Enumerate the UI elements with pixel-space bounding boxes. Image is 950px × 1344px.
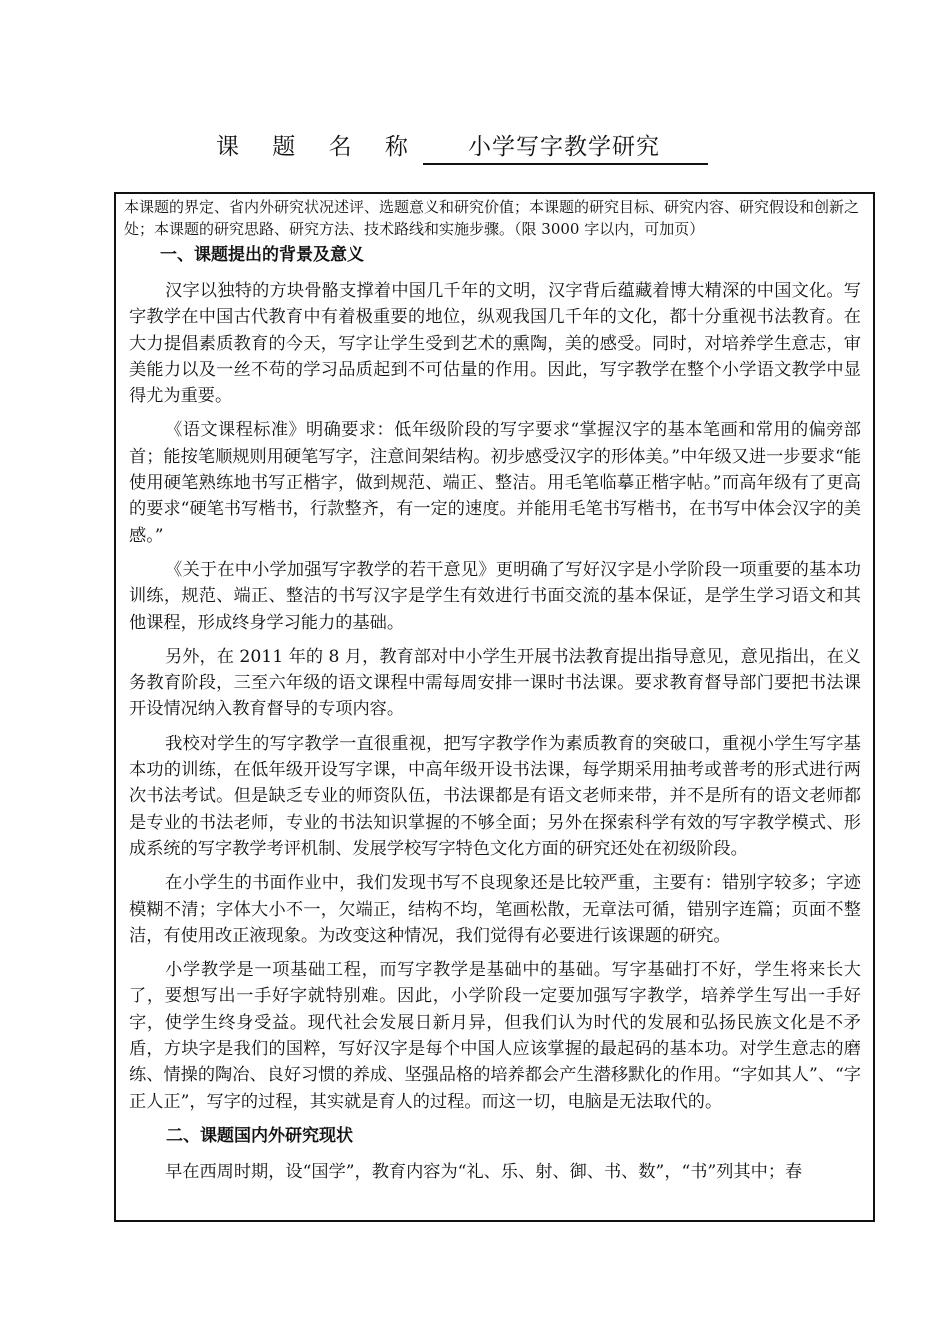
instructions-text: 本课题的界定、省内外研究状况述评、选题意义和研究价值；本课题的研究目标、研究内容、研究假设和创新之处；本课题的研究思路、研究方法、技术路线和实施步骤。（限 3000 字以内，可加页）: [124, 198, 860, 238]
section1-paragraph-1: 汉字以独特的方块骨骼支撑着中国几千年的文明，汉字背后蕴藏着博大精深的中国文化。写字教学在中国古代教育中有着极重要的地位，纵观我国几千年的文化，都十分重视书法教育。在大力提倡素质教育的今天，写字让学生受到艺术的熏陶，美的感受。同时，对培养学生意志，审美能力以及一丝不苟的学习品质起到不可估量的作用。因此，写字教学在整个小学语文教学中显得尤为重要。: [129, 281, 861, 407]
section1-heading: 一、课题提出的背景及意义: [160, 245, 364, 265]
section1-paragraph-4: 另外，在 2011 年的 8 月，教育部对中小学生开展书法教育提出指导意见，意见指出，在义务教育阶段，三至六年级的语文课程中需每周安排一课时书法课。要求教育督导部门要把书法课开设情况纳入教育督导的专项内容。: [129, 646, 861, 720]
section1-paragraph-3: 《关于在中小学加强写字教学的若干意见》更明确了写好汉字是小学阶段一项重要的基本功训练，规范、端正、整洁的书写汉字是学生有效进行书面交流的基本保证，是学生学习语文和其他课程，形成终身学习能力的基础。: [129, 559, 861, 633]
title-label: 课 题 名 称: [216, 134, 421, 160]
section1-paragraph-7: 小学教学是一项基础工程，而写字教学是基础中的基础。写字基础打不好，学生将来长大了，要想写出一手好字就特别难。因此，小学阶段一定要加强写字教学，培养学生写出一手好字，使学生终身受益。现代社会发展日新月异，但我们认为时代的发展和弘扬民族文化是不矛盾，方块字是我们的国粹，写好汉字是每个中国人应该掌握的最起码的基本功。对学生意志的磨练、情操的陶冶、良好习惯的养成、坚强品格的培养都会产生潜移默化的作用。“字如其人”、“字正人正”，写字的过程，其实就是育人的过程。而这一切，电脑是无法取代的。: [129, 960, 861, 1112]
section1-paragraph-6: 在小学生的书面作业中，我们发现书写不良现象还是比较严重，主要有：错别字较多；字迹模糊不清；字体大小不一，欠端正，结构不均，笔画松散，无章法可循，错别字连篇；页面不整洁，有使用改正液现象。为改变这种情况，我们觉得有必要进行该课题的研究。: [129, 873, 861, 946]
form-title: [216, 128, 708, 165]
title-value: 小学写字教学研究: [423, 128, 708, 165]
section1-paragraph-5: 我校对学生的写字教学一直很重视，把写字教学作为素质教育的突破口，重视小学生写字基本功的训练，在低年级开设写字课，中高年级开设书法课，每学期采用抽考或普考的形式进行两次书法考试。但是缺乏专业的师资队伍，书法课都是有语文老师来带，并不是所有的语文老师都是专业的书法老师，专业的书法知识掌握的不够全面；另外在探索科学有效的写字教学模式、形成系统的写字教学考评机制、发展学校写字特色文化方面的研究还处在初级阶段。: [129, 733, 861, 859]
content-box: [114, 192, 875, 1222]
section1-paragraph-2: 《语文课程标准》明确要求：低年级阶段的写字要求“掌握汉字的基本笔画和常用的偏旁部首；能按笔顺规则用硬笔写字，注意间架结构。初步感受汉字的形体美。”中年级又进一步要求“能使用硬笔熟练地书写正楷字，做到规范、端正、整洁。用毛笔临摹正楷字帖。”而高年级有了更高的要求“硬笔书写楷书，行款整齐，有一定的速度。并能用毛笔书写楷书，在书写中体会汉字的美感。”: [129, 420, 861, 546]
section2-paragraph-1: 早在西周时期，设“国学”，教育内容为“礼、乐、射、御、书、数”，“书”列其中；春: [165, 1161, 803, 1182]
section2-heading: 二、课题国内外研究现状: [166, 1125, 353, 1146]
